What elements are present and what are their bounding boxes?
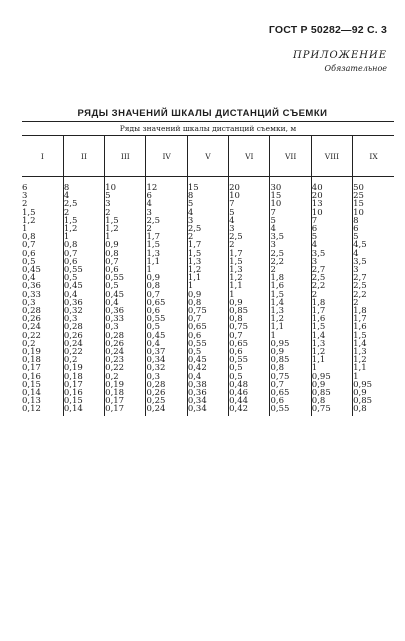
table-cell: 3	[353, 266, 394, 274]
table-cell: 0,9	[353, 389, 394, 397]
table-cell: 0,65	[187, 323, 228, 331]
table-cell: 1,2	[270, 315, 311, 323]
table-cell: 0,3	[22, 297, 36, 308]
table-cell: 1,3	[229, 266, 270, 274]
table-cell: 4,5	[353, 241, 394, 249]
table-cell: 2	[187, 233, 228, 241]
table-cell: 1,6	[311, 315, 352, 323]
table-cell: 0,28	[63, 323, 104, 331]
table-cell: 0,4	[187, 373, 228, 381]
table-cell: 0,55	[105, 274, 146, 282]
table-cell: 40	[311, 177, 352, 193]
table-cell: 0,2	[22, 338, 36, 349]
table-cell: 0,45	[63, 282, 104, 290]
table-cell: 0,34	[187, 405, 228, 415]
table-cell: 8	[187, 192, 228, 200]
table-cell: 1	[311, 364, 352, 372]
table-cell: 5	[311, 233, 352, 241]
table-cell: 1,3	[146, 250, 187, 258]
table-cell: 0,3	[105, 323, 146, 331]
table-cell: 3,5	[311, 250, 352, 258]
table-cell: 2,2	[353, 291, 394, 299]
table-cell: 0,5	[105, 282, 146, 290]
table-cell: 20	[311, 192, 352, 200]
table-cell: 0,8	[105, 250, 146, 258]
table-cell: 0,9	[229, 299, 270, 307]
table-cell: 2,5	[353, 282, 394, 290]
table-cell: 0,8	[146, 282, 187, 290]
table-body	[22, 177, 394, 416]
table-cell: 0,4	[63, 291, 104, 299]
table-row	[22, 282, 394, 290]
table-cell: 0,5	[229, 373, 270, 381]
table-cell: 0,85	[229, 307, 270, 315]
table-cell: 0,37	[146, 348, 187, 356]
table-cell: 0,24	[63, 340, 104, 348]
table-cell: 0,22	[63, 348, 104, 356]
table-cell: 0,4	[22, 273, 36, 284]
table-cell: 1,5	[311, 323, 352, 331]
table-cell: 0,33	[22, 289, 41, 300]
table-cell: 0,75	[229, 323, 270, 331]
table-cell: 10	[270, 200, 311, 208]
table-cell: 2,5	[63, 200, 104, 208]
column-header: II	[63, 136, 104, 177]
table-cell: 4	[353, 250, 394, 258]
table-cell: 0,7	[22, 240, 36, 251]
table-cell: 0,26	[105, 340, 146, 348]
table-row	[22, 405, 394, 415]
table-caption: Ряды значений шкалы дистанций съемки, м	[22, 122, 394, 136]
table-row	[22, 250, 394, 258]
column-header: VII	[270, 136, 311, 177]
table-cell: 1,3	[187, 258, 228, 266]
table-cell: 0,36	[22, 281, 41, 292]
table-cell: 0,7	[270, 381, 311, 389]
table-cell: 6	[146, 192, 187, 200]
table-cell: 1,1	[311, 356, 352, 364]
table-cell: 0,85	[311, 389, 352, 397]
table-cell: 5	[270, 217, 311, 225]
table-cell: 0,36	[187, 389, 228, 397]
table-cell: 0,17	[105, 405, 146, 415]
table-cell: 3	[146, 209, 187, 217]
table-cell: 1,1	[270, 323, 311, 331]
table-cell: 4	[187, 209, 228, 217]
table-cell: 0,15	[63, 397, 104, 405]
table-cell: 0,45	[22, 265, 41, 276]
table-cell: 0,28	[105, 332, 146, 340]
table-cell: 1,5	[187, 250, 228, 258]
table-cell: 1,1	[146, 258, 187, 266]
table-cell: 1,7	[229, 250, 270, 258]
table-cell: 0,46	[229, 389, 270, 397]
table-cell: 1,2	[229, 274, 270, 282]
table-cell: 0,5	[63, 274, 104, 282]
table-cell: 0,23	[105, 356, 146, 364]
table-cell: 3	[105, 200, 146, 208]
table-cell: 0,5	[146, 323, 187, 331]
table-cell: 1,2	[105, 225, 146, 233]
table-cell: 0,7	[63, 250, 104, 258]
table-cell: 7	[229, 200, 270, 208]
table-cell: 0,55	[187, 340, 228, 348]
table-cell: 0,6	[22, 248, 36, 259]
table-cell: 0,65	[146, 299, 187, 307]
table-cell: 0,26	[22, 314, 41, 325]
table-cell: 0,38	[187, 381, 228, 389]
table-cell: 0,55	[146, 315, 187, 323]
table-cell: 0,3	[146, 373, 187, 381]
table-cell: 1,5	[22, 207, 36, 218]
table-cell: 0,32	[63, 307, 104, 315]
table-cell: 0,75	[187, 307, 228, 315]
table-cell: 3	[311, 258, 352, 266]
table-cell: 8	[353, 217, 394, 225]
table-cell: 0,3	[63, 315, 104, 323]
table-cell: 0,2	[105, 373, 146, 381]
table-cell: 1	[105, 233, 146, 241]
table-cell: 0,7	[187, 315, 228, 323]
table-cell: 3	[229, 225, 270, 233]
table-cell: 1,5	[63, 217, 104, 225]
table-cell: 0,6	[63, 258, 104, 266]
table-cell: 2,5	[146, 217, 187, 225]
distance-scale-table	[22, 121, 394, 416]
table-cell: 0,6	[270, 397, 311, 405]
table-row	[22, 266, 394, 274]
table-row	[22, 192, 394, 200]
table-cell: 0,9	[311, 381, 352, 389]
table-cell: 1,2	[63, 225, 104, 233]
table-cell: 7	[311, 217, 352, 225]
table-cell: 13	[311, 200, 352, 208]
table-cell: 1,4	[311, 332, 352, 340]
section-title: РЯДЫ ЗНАЧЕНИЙ ШКАЛЫ ДИСТАНЦИЙ СЪЕМКИ	[77, 108, 328, 119]
table-cell: 2	[105, 209, 146, 217]
table-cell: 0,4	[146, 340, 187, 348]
table-cell: 0,28	[146, 381, 187, 389]
table-cell: 1,1	[187, 274, 228, 282]
table-cell: 2,5	[187, 225, 228, 233]
table-cell: 0,9	[187, 291, 228, 299]
table-cell: 2,7	[353, 274, 394, 282]
table-cell: 4	[311, 241, 352, 249]
table-cell: 0,5	[229, 364, 270, 372]
table-cell: 0,26	[146, 389, 187, 397]
table-cell: 2,5	[311, 274, 352, 282]
table-cell: 0,9	[105, 241, 146, 249]
table-cell: 0,19	[22, 347, 41, 358]
table-cell: 0,16	[22, 371, 41, 382]
table-cell: 6	[311, 225, 352, 233]
table-cell: 0,15	[22, 379, 41, 390]
table-cell: 1,2	[187, 266, 228, 274]
table-cell: 0,33	[105, 315, 146, 323]
table-cell: 0,44	[229, 397, 270, 405]
table-cell: 0,55	[229, 356, 270, 364]
table-cell: 0,22	[22, 330, 41, 341]
table-cell: 0,16	[63, 389, 104, 397]
column-header: V	[187, 136, 228, 177]
column-header: III	[105, 136, 146, 177]
table-row	[22, 217, 394, 225]
table-cell: 1,2	[311, 348, 352, 356]
table-row	[22, 307, 394, 315]
table-row	[22, 209, 394, 217]
column-header: IX	[353, 136, 394, 177]
table-cell: 1,5	[353, 332, 394, 340]
table-cell: 0,8	[311, 397, 352, 405]
table-cell: 1,8	[311, 299, 352, 307]
table-cell: 1	[146, 266, 187, 274]
table-cell: 2,5	[270, 250, 311, 258]
table-cell: 3,5	[270, 233, 311, 241]
table-cell: 0,32	[146, 364, 187, 372]
table-cell: 4	[146, 200, 187, 208]
table-cell: 2	[63, 209, 104, 217]
table-cell: 1,7	[353, 315, 394, 323]
table-cell: 0,8	[229, 315, 270, 323]
table-cell: 0,19	[63, 364, 104, 372]
table-cell: 7	[270, 209, 311, 217]
table-cell: 1,5	[146, 241, 187, 249]
table-cell: 0,7	[229, 332, 270, 340]
table-cell: 0,75	[270, 373, 311, 381]
table-cell: 0,34	[146, 356, 187, 364]
table-row	[22, 241, 394, 249]
table-cell: 4	[63, 192, 104, 200]
table-cell: 0,45	[105, 291, 146, 299]
table-cell: 1,5	[229, 258, 270, 266]
table-cell: 0,55	[270, 405, 311, 415]
table-cell: 0,18	[105, 389, 146, 397]
table-row	[22, 233, 394, 241]
table-cell: 50	[353, 177, 394, 193]
table-cell: 10	[311, 209, 352, 217]
table-cell: 0,12	[22, 404, 41, 415]
table-cell: 1	[229, 291, 270, 299]
table-cell: 2	[353, 299, 394, 307]
table-cell: 1,3	[353, 348, 394, 356]
table-cell: 0,34	[187, 397, 228, 405]
table-row	[22, 225, 394, 233]
table-cell: 0,95	[270, 340, 311, 348]
table-cell: 0,42	[187, 364, 228, 372]
table-cell: 25	[353, 192, 394, 200]
table-cell: 1,6	[353, 323, 394, 331]
table-cell: 0,18	[63, 373, 104, 381]
table-cell: 15	[270, 192, 311, 200]
table-cell: 0,17	[22, 363, 41, 374]
table-cell: 0,55	[63, 266, 104, 274]
table-cell: 1,4	[353, 340, 394, 348]
table-cell: 1,8	[270, 274, 311, 282]
table-row	[22, 200, 394, 208]
appendix-label: ПРИЛОЖЕНИЕ	[293, 50, 387, 61]
table-cell: 0,8	[22, 232, 36, 243]
table-cell: 0,9	[270, 348, 311, 356]
table-cell: 1	[22, 224, 28, 235]
table-cell: 1	[187, 282, 228, 290]
table-row	[22, 177, 394, 193]
table-cell: 1,5	[270, 291, 311, 299]
table-cell: 0,28	[22, 306, 41, 317]
table-cell: 1,3	[311, 340, 352, 348]
table-cell: 0,45	[187, 356, 228, 364]
table-cell: 0,75	[311, 405, 352, 415]
table-caption-row	[22, 122, 394, 136]
table-cell: 15	[353, 200, 394, 208]
table-cell: 2,2	[270, 258, 311, 266]
table-cell: 0,36	[63, 299, 104, 307]
table-cell: 0,45	[146, 332, 187, 340]
table-cell: 0,5	[22, 256, 36, 267]
table-cell: 10	[105, 177, 146, 193]
table-cell: 1,6	[270, 282, 311, 290]
table-cell: 0,19	[105, 381, 146, 389]
table-cell: 1	[270, 332, 311, 340]
table-cell: 0,7	[146, 291, 187, 299]
table-cell: 0,18	[22, 355, 41, 366]
table-cell: 1,1	[229, 282, 270, 290]
table-cell: 1,8	[353, 307, 394, 315]
table-cell: 1,1	[353, 364, 394, 372]
table-cell: 0,24	[22, 322, 41, 333]
table-cell: 20	[229, 177, 270, 193]
table-cell: 0,22	[105, 364, 146, 372]
table-cell: 5	[353, 233, 394, 241]
table-cell: 0,48	[229, 381, 270, 389]
table-cell: 0,7	[105, 258, 146, 266]
table-cell: 12	[146, 177, 187, 193]
table-cell: 1	[63, 233, 104, 241]
table-cell: 0,36	[105, 307, 146, 315]
column-header: VIII	[311, 136, 352, 177]
standard-page-header: ГОСТ Р 50282—92 С. 3	[268, 24, 387, 36]
table-cell: 0,6	[146, 307, 187, 315]
table-cell: 4	[270, 225, 311, 233]
table-cell: 0,2	[63, 356, 104, 364]
table-cell: 2	[270, 266, 311, 274]
table-cell: 0,26	[63, 332, 104, 340]
appendix-block	[293, 50, 387, 73]
table-cell: 1,7	[146, 233, 187, 241]
table-cell: 5	[187, 200, 228, 208]
table-cell: 5	[105, 192, 146, 200]
column-header: IV	[146, 136, 187, 177]
table-cell: 2	[22, 199, 28, 210]
table-cell: 1,7	[187, 241, 228, 249]
table-cell: 0,8	[63, 241, 104, 249]
table-cell: 0,65	[270, 389, 311, 397]
table-cell: 0,95	[353, 381, 394, 389]
table-cell: 0,13	[22, 396, 41, 407]
table-cell: 2,2	[311, 282, 352, 290]
table-cell: 1,4	[270, 299, 311, 307]
table-cell: 0,6	[229, 348, 270, 356]
table-cell: 10	[229, 192, 270, 200]
table-row	[22, 348, 394, 356]
table-cell: 10	[353, 209, 394, 217]
table-cell: 1,2	[22, 215, 36, 226]
table-cell: 6	[22, 183, 28, 193]
column-header: I	[22, 136, 63, 177]
table-cell: 0,8	[353, 405, 394, 415]
table-cell: 0,6	[105, 266, 146, 274]
table-cell: 0,17	[105, 397, 146, 405]
table-cell: 0,25	[146, 397, 187, 405]
column-header-row	[22, 136, 394, 177]
table-cell: 3	[270, 241, 311, 249]
appendix-status: Обязательное	[324, 64, 387, 73]
table-cell: 3	[22, 191, 28, 202]
table-cell: 5	[229, 209, 270, 217]
table-cell: 1,7	[311, 307, 352, 315]
table-cell: 0,14	[63, 405, 104, 415]
table-cell: 1	[353, 373, 394, 381]
table-cell: 2,5	[229, 233, 270, 241]
table-cell: 1,5	[105, 217, 146, 225]
table-cell: 0,8	[187, 299, 228, 307]
table-cell: 2	[311, 291, 352, 299]
table-cell: 0,8	[270, 364, 311, 372]
table-cell: 6	[353, 225, 394, 233]
table-cell: 4	[229, 217, 270, 225]
table-cell: 0,5	[187, 348, 228, 356]
table-cell: 15	[187, 177, 228, 193]
column-header: VI	[229, 136, 270, 177]
table-cell: 0,14	[22, 388, 41, 399]
table-cell: 2,7	[311, 266, 352, 274]
table-cell: 0,24	[105, 348, 146, 356]
table-cell: 2	[146, 225, 187, 233]
table-cell: 0,9	[146, 274, 187, 282]
table-cell: 0,95	[311, 373, 352, 381]
table-cell: 0,6	[187, 332, 228, 340]
table-cell: 8	[63, 177, 104, 193]
table-cell: 0,85	[353, 397, 394, 405]
table-cell: 3,5	[353, 258, 394, 266]
table-cell: 3	[187, 217, 228, 225]
table-cell: 0,42	[229, 405, 270, 415]
table-cell: 0,4	[105, 299, 146, 307]
table-cell: 0,65	[229, 340, 270, 348]
table-cell: 1,3	[270, 307, 311, 315]
table-cell: 30	[270, 177, 311, 193]
table-cell: 2	[229, 241, 270, 249]
table-cell: 0,17	[63, 381, 104, 389]
table-cell: 1,2	[353, 356, 394, 364]
table-cell: 0,24	[146, 405, 187, 415]
table-cell: 0,85	[270, 356, 311, 364]
